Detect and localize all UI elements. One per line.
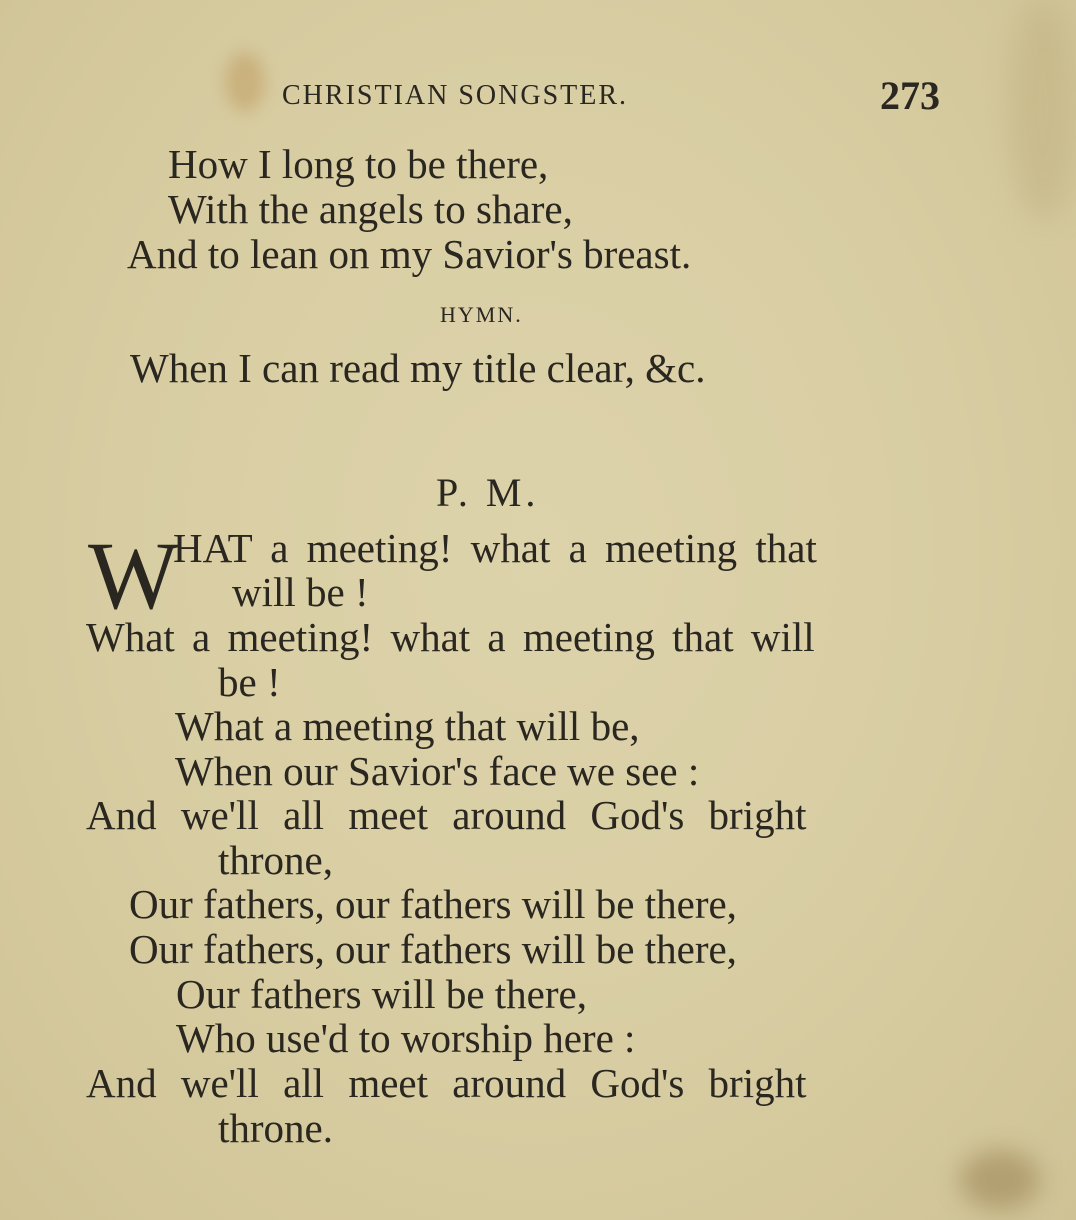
verse-line: throne, [218, 837, 333, 883]
page-number: 273 [880, 73, 940, 118]
verse-line: How I long to be there, [168, 141, 549, 187]
verse-line: be ! [218, 659, 281, 705]
verse-line: What a meeting! what a meeting that will [86, 614, 815, 660]
verse-line: With the angels to share, [168, 186, 573, 232]
paper-stain [960, 1150, 1040, 1210]
paper-stain [1010, 0, 1076, 220]
verse-line: HAT a meeting! what a meeting that [173, 525, 817, 571]
verse-line: When our Savior's face we see : [175, 748, 700, 794]
meter-heading: P. M. [436, 470, 540, 515]
hymn-reference: When I can read my title clear, &c. [130, 345, 706, 391]
verse-line: Our fathers, our fathers will be there, [129, 926, 737, 972]
running-title: CHRISTIAN SONGSTER. [282, 80, 629, 111]
verse-line: Our fathers, our fathers will be there, [129, 881, 737, 927]
verse-line: What a meeting that will be, [175, 703, 640, 749]
drop-cap: W [88, 522, 179, 629]
verse-line: throne. [218, 1105, 333, 1151]
hymn-heading: HYMN. [440, 302, 523, 327]
verse-line: And we'll all meet around God's bright [86, 792, 807, 838]
verse-line: And to lean on my Savior's breast. [127, 231, 692, 277]
verse-line: And we'll all meet around God's bright [86, 1060, 807, 1106]
verse-line: will be ! [232, 569, 369, 615]
paper-stain [225, 52, 265, 112]
verse-line: Who use'd to worship here : [176, 1015, 636, 1061]
verse-line: Our fathers will be there, [176, 971, 587, 1017]
